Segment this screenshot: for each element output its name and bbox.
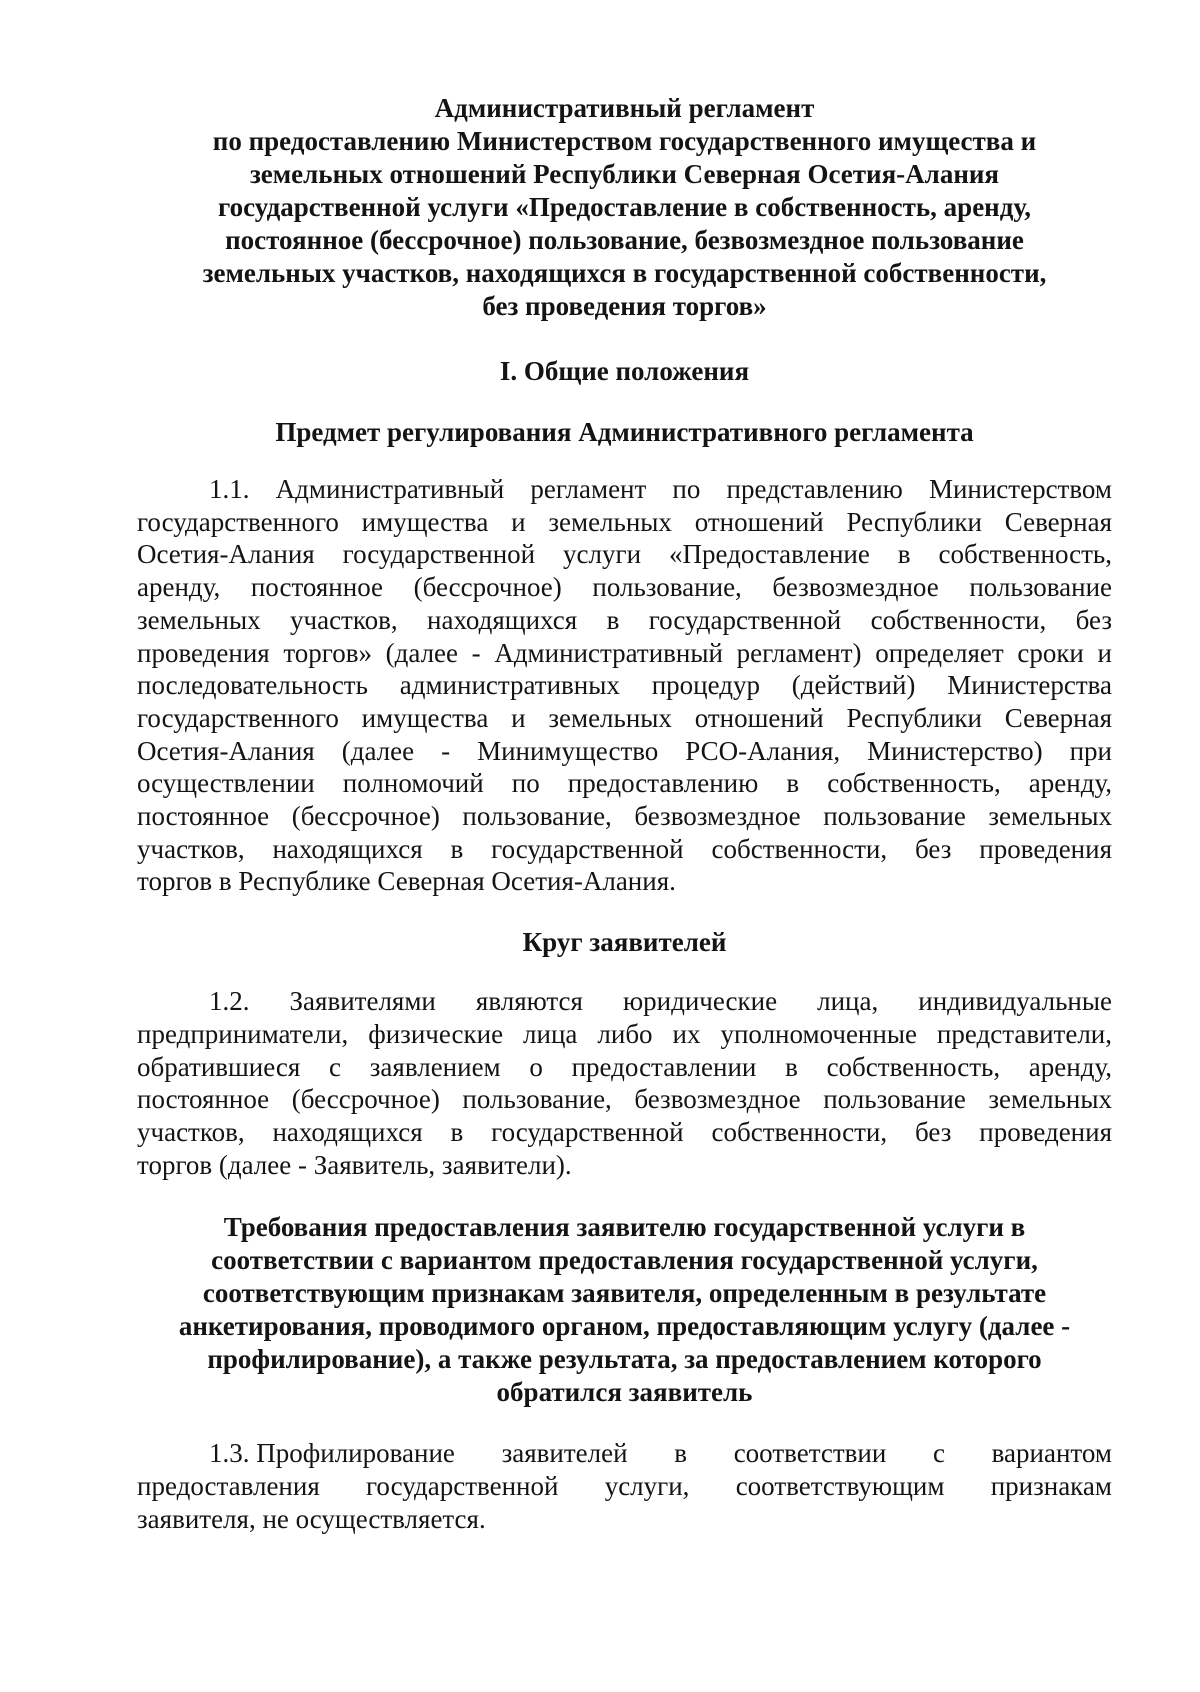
paragraph-line: участков, находящихся в государственной собственности, без проведения [137,833,1112,864]
paragraph-1-3 [137,1437,1112,1535]
paragraph-line: торгов (далее - Заявитель, заявители). [137,1149,572,1180]
paragraph-line: Осетия-Алания (далее - Минимущество РСО-Алания, Министерство) при [137,735,1112,766]
paragraph-line: заявителя, не осуществляется. [137,1503,486,1534]
word: с [932,1438,945,1469]
subject-heading: Предмет регулирования Административного регламента [275,417,974,447]
word: услуги, [604,1471,690,1502]
word: соответствии [733,1438,887,1469]
paragraph-line: государственного имущества и земельных отношений Республики Северная [137,506,1112,537]
title-line: земельных отношений Республики Северная Осетия-Алания [249,159,1000,189]
word: заявителей [501,1438,628,1469]
title-line: постоянное (бессрочное) пользование, безвозмездное пользование [225,225,1024,255]
title-line: по предоставлению Министерством государственного имущества и [212,126,1037,156]
paragraph-line: участков, находящихся в государственной собственности, без проведения [137,1116,1112,1147]
paragraph-line: проведения торгов» (далее - Административный регламент) определяет сроки и [137,637,1112,668]
paragraph-line: предприниматели, физические лица либо их уполномоченные представители, [137,1018,1112,1049]
paragraph-line: аренду, постоянное (бессрочное) пользование, безвозмездное пользование [137,572,1112,603]
heading-line: профилирование), а также результата, за предоставлением которого [207,1344,1042,1375]
paragraph-line [137,1470,1112,1503]
heading-line: соответствии с вариантом предоставления государственной услуги, [211,1245,1038,1276]
title-line: государственной услуги «Предоставление в собственность, аренду, [218,192,1031,222]
word: соответствующим [735,1471,945,1502]
paragraph-line: государственного имущества и земельных отношений Республики Северная [137,702,1112,733]
paragraph-line: 1.1. Административный регламент по представлению Министерством [209,474,1112,504]
document-content [137,92,1112,1535]
paragraph-line: осуществлении полномочий по предоставлению в собственность, аренду, [137,768,1112,799]
word: вариантом [991,1438,1112,1469]
heading-line: соответствующим признакам заявителя, определенным в результате [202,1278,1047,1309]
title-line: Административный регламент [434,93,815,123]
title-line: без проведения торгов» [482,291,767,321]
paragraph-line: обратившиеся с заявлением о предоставлении в собственность, аренду, [137,1051,1112,1082]
document-title [137,92,1112,323]
paragraph-line [137,1437,1112,1470]
paragraph-1-1 [137,473,1112,898]
word: государственной [366,1471,559,1502]
applicants-heading: Круг заявителей [522,927,727,958]
heading-line: Требования предоставления заявителю государственной услуги в [223,1212,1026,1243]
title-line: земельных участков, находящихся в государственной собственности, [202,258,1047,288]
word: 1.3. Профилирование [209,1438,455,1469]
requirements-heading [137,1211,1112,1409]
paragraph-line: последовательность административных процедур (действий) Министерства [137,670,1112,701]
paragraph-line: Осетия-Алания государственной услуги «Предоставление в собственность, [137,539,1112,570]
word: предоставления [137,1471,320,1502]
paragraph-line: земельных участков, находящихся в государственной собственности, без [137,604,1112,635]
paragraph-1-2 [137,985,1112,1181]
heading-line: обратился заявитель [496,1377,753,1408]
paragraph-line: постоянное (бессрочное) пользование, безвозмездное пользование земельных [137,1084,1112,1115]
paragraph-line: торгов в Республике Северная Осетия-Алания. [137,866,676,897]
heading-line: анкетирования, проводимого органом, предоставляющим услугу (далее - [178,1311,1071,1342]
section-heading: I. Общие положения [499,356,750,386]
paragraph-line: постоянное (бессрочное) пользование, безвозмездное пользование земельных [137,801,1112,832]
word: признакам [990,1471,1112,1502]
paragraph-line: 1.2. Заявителями являются юридические лица, индивидуальные [209,986,1112,1017]
word: в [674,1438,687,1469]
